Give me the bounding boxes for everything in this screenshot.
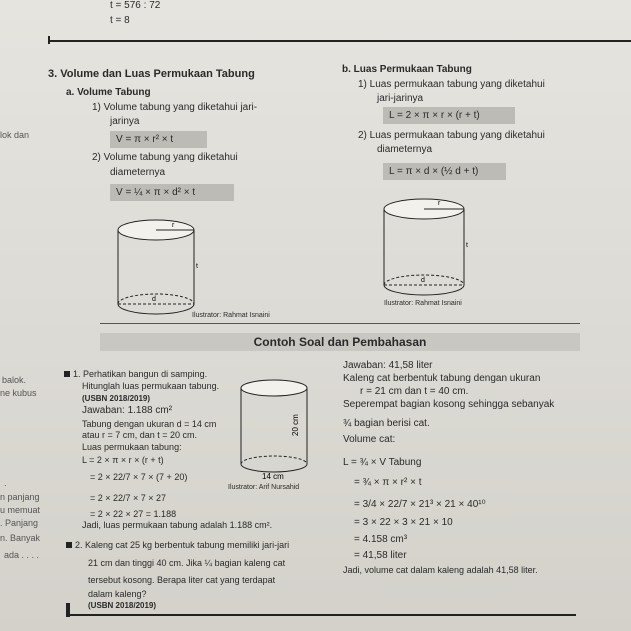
sidebar-fragment: n panjang	[0, 492, 40, 502]
solution-step: = 41,58 liter	[354, 550, 407, 561]
solution-text: ¾ bagian berisi cat.	[343, 418, 430, 429]
top-line-2: t = 8	[110, 15, 130, 26]
label-t: t	[196, 263, 198, 270]
divider	[48, 40, 631, 42]
problem1-line1: 1. Perhatikan bangun di samping.	[64, 369, 207, 379]
a2-text-2: diameternya	[110, 167, 166, 178]
solution-step: = 3/4 × 22/7 × 21³ × 21 × 40¹⁰	[354, 499, 486, 510]
illustrator-credit: Ilustrator: Rahmat Isnaini	[192, 312, 270, 319]
sidebar-fragment: ada . . . .	[4, 550, 40, 560]
illustrator-credit: Ilustrator: Rahmat Isnaini	[384, 300, 462, 307]
b2-text-1: 2) Luas permukaan tabung yang diketahui	[358, 130, 545, 141]
top-line-1: t = 576 : 72	[110, 0, 161, 11]
problem1-work: atau r = 7 cm, dan t = 20 cm.	[82, 430, 198, 440]
label-t: t	[466, 242, 468, 249]
sidebar-fragment: . Panjang	[0, 518, 39, 528]
formula-volume-r: V = π × r² × t	[110, 131, 207, 148]
problem1-conclusion: Jadi, luas permukaan tabung adalah 1.188 cm².	[82, 520, 273, 530]
problem1-work: Luas permukaan tabung:	[82, 442, 182, 452]
b1-text-1: 1) Luas permukaan tabung yang diketahui	[358, 79, 545, 90]
sidebar-fragment: n. Banyak	[0, 533, 41, 543]
label-diameter: 14 cm	[262, 472, 284, 481]
problem1-answer: Jawaban: 1.188 cm²	[82, 405, 173, 416]
a2-text-1: 2) Volume tabung yang diketahui	[92, 152, 238, 163]
problem2-line4: dalam kaleng?	[88, 589, 147, 599]
sidebar-fragment: .	[4, 478, 7, 488]
divider-tick	[48, 36, 50, 44]
problem2-line3: tersebut kosong. Berapa liter cat yang terdapat	[88, 575, 276, 585]
problem1-work: = 2 × 22 × 27 = 1.188	[90, 509, 177, 519]
solution-step: = 3 × 22 × 3 × 21 × 10	[354, 517, 453, 528]
problem2-line1: 2. Kaleng cat 25 kg berbentuk tabung memiliki jari-jari	[66, 540, 289, 550]
solution-conclusion: Jadi, volume cat dalam kaleng adalah 41,58 liter.	[343, 565, 538, 575]
problem1-work: = 2 × 22/7 × 7 × (7 + 20)	[90, 472, 188, 482]
cylinder-figure-right	[378, 193, 473, 303]
sidebar-fragment: balok.	[2, 375, 27, 385]
section-heading: 3. Volume dan Luas Permukaan Tabung	[48, 68, 255, 80]
sidebar-fragment: ne kubus	[0, 388, 37, 398]
problem2-line2: 21 cm dan tinggi 40 cm. Jika ¼ bagian kaleng cat	[88, 558, 286, 568]
subsection-b-title: b. Luas Permukaan Tabung	[342, 64, 472, 75]
a1-text-1: 1) Volume tabung yang diketahui jari-	[92, 102, 258, 113]
problem1-line2: Hitunglah luas permukaan tabung.	[82, 381, 220, 391]
solution-text: Volume cat:	[343, 434, 396, 445]
formula-surface-r: L = 2 × π × r × (r + t)	[383, 107, 515, 124]
cylinder-figure-problem1	[234, 376, 314, 484]
problem2-source: (USBN 2018/2019)	[88, 601, 157, 610]
solution-text: Kaleng cat berbentuk tabung dengan ukuran	[343, 373, 541, 384]
solution-text: Seperempat bagian kosong sehingga sebanyak	[343, 399, 555, 410]
examples-banner: Contoh Soal dan Pembahasan	[100, 333, 580, 351]
cylinder-figure-left	[110, 212, 205, 322]
footer-rule	[66, 614, 576, 616]
problem1-work: Tabung dengan ukuran d = 14 cm	[82, 419, 217, 429]
solution-step: L = ¾ × V Tabung	[343, 457, 422, 468]
label-d: d	[421, 277, 425, 284]
solution-answer: Jawaban: 41,58 liter	[343, 360, 433, 371]
sidebar-fragment: lok dan	[0, 130, 30, 140]
subsection-a-title: a. Volume Tabung	[66, 87, 151, 98]
solution-step: = ¾ × π × r² × t	[354, 477, 422, 488]
solution-text: r = 21 cm dan t = 40 cm.	[360, 386, 469, 397]
banner-top-rule	[100, 323, 580, 324]
problem1-work: L = 2 × π × r × (r + t)	[82, 455, 164, 465]
problem1-work: = 2 × 22/7 × 7 × 27	[90, 493, 167, 503]
label-d: d	[152, 296, 156, 303]
bullet-icon	[66, 542, 72, 548]
problem1-source: (USBN 2018/2019)	[82, 394, 151, 403]
solution-step: = 4.158 cm³	[354, 534, 408, 545]
illustrator-credit: Ilustrator: Arif Nursahid	[228, 484, 300, 491]
b2-text-2: diameternya	[377, 144, 433, 155]
label-r: r	[172, 222, 175, 229]
bullet-icon	[64, 371, 70, 377]
label-r: r	[438, 200, 441, 207]
sidebar-fragment: u memuat	[0, 505, 41, 515]
formula-surface-d: L = π × d × (½ d + t)	[383, 163, 506, 180]
a1-text-2: jarinya	[110, 116, 140, 127]
b1-text-2: jari-jarinya	[377, 93, 424, 104]
formula-volume-d: V = ¼ × π × d² × t	[110, 184, 234, 201]
label-height: 20 cm	[291, 414, 300, 436]
